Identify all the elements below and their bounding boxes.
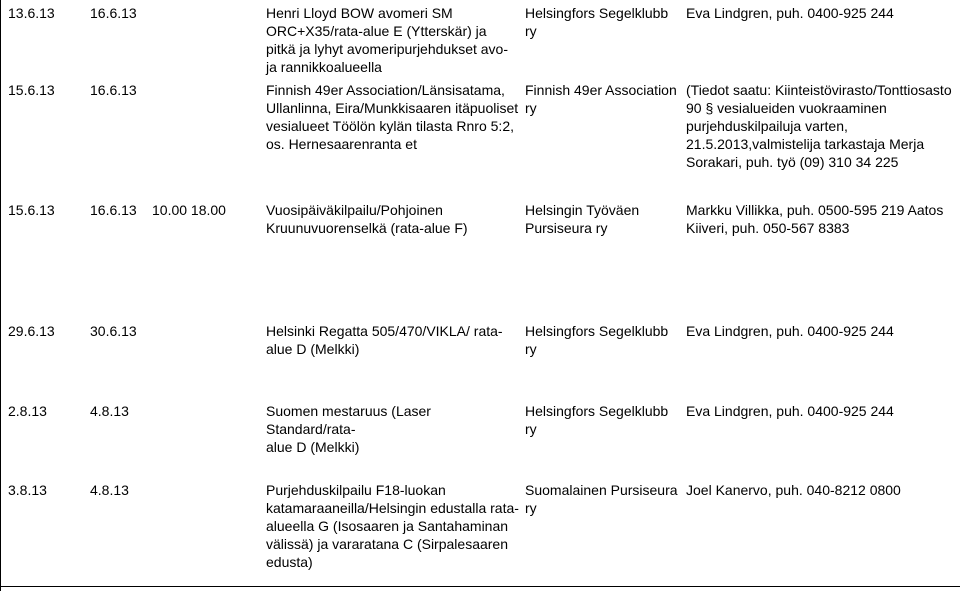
end-date: 4.8.13 <box>90 403 129 419</box>
end-date: 30.6.13 <box>90 323 137 339</box>
organizer: Helsingfors Segelklubb ry <box>525 5 669 39</box>
contact: (Tiedot saatu: Kiinteistövirasto/Tonttiosasto 90 § vesialueiden vuokraaminen purjehduskilpailuja varten, 21.5.2013,valmistelija tarkastaja Merja Sorakari, puh. työ (09) 310 34 225 <box>686 82 952 170</box>
time: 10.00 18.00 <box>152 202 226 218</box>
contact: Eva Lindgren, puh. 0400-925 244 <box>686 323 894 339</box>
organizer: Suomalainen Pursiseura ry <box>525 482 678 516</box>
start-date: 2.8.13 <box>8 403 47 419</box>
event-description: Henri Lloyd BOW avomeri SM ORC+X35/rata-alue E (Ytterskär) ja pitkä ja lyhyt avomeripurjehdukset avo- ja rannikkoalueella <box>266 5 509 75</box>
start-date: 29.6.13 <box>8 323 55 339</box>
event-description: Vuosipäiväkilpailu/Pohjoinen Kruunuvuorenselkä (rata-alue F) <box>266 202 468 236</box>
end-date: 16.6.13 <box>90 202 137 218</box>
organizer: Helsingin Työväen Pursiseura ry <box>525 202 640 236</box>
start-date: 15.6.13 <box>8 202 55 218</box>
event-description: Helsinki Regatta 505/470/VIKLA/ rata- alue D (Melkki) <box>266 323 503 357</box>
event-description: Finnish 49er Association/Länsisatama, Ullanlinna, Eira/Munkkisaaren itäpuoliset vesialueet Töölön kylän tilasta Rnro 5:2, os. Hernesaarenranta et <box>266 82 519 152</box>
organizer: Finnish 49er Association ry <box>525 82 677 116</box>
contact: Eva Lindgren, puh. 0400-925 244 <box>686 403 894 419</box>
table-left-border <box>0 0 1 591</box>
start-date: 15.6.13 <box>8 82 55 98</box>
start-date: 3.8.13 <box>8 482 47 498</box>
end-date: 16.6.13 <box>90 82 137 98</box>
contact: Eva Lindgren, puh. 0400-925 244 <box>686 5 894 21</box>
organizer: Helsingfors Segelklubb ry <box>525 403 669 437</box>
contact: Joel Kanervo, puh. 040-8212 0800 <box>686 482 901 498</box>
event-description: Purjehduskilpailu F18-luokan katamaraaneilla/Helsingin edustalla rata- alueella G (Isosaaren ja Santahaminan välissä) ja vararatana C (Sirpalesaaren edusta) <box>266 482 519 570</box>
start-date: 13.6.13 <box>8 5 55 21</box>
event-description: Suomen mestaruus (Laser Standard/rata- alue D (Melkki) <box>266 403 431 455</box>
organizer: Helsingfors Segelklubb ry <box>525 323 669 357</box>
end-date: 4.8.13 <box>90 482 129 498</box>
table-bottom-border <box>0 586 960 587</box>
contact: Markku Villikka, puh. 0500-595 219 Aatos Kiiveri, puh. 050-567 8383 <box>686 202 944 236</box>
end-date: 16.6.13 <box>90 5 137 21</box>
